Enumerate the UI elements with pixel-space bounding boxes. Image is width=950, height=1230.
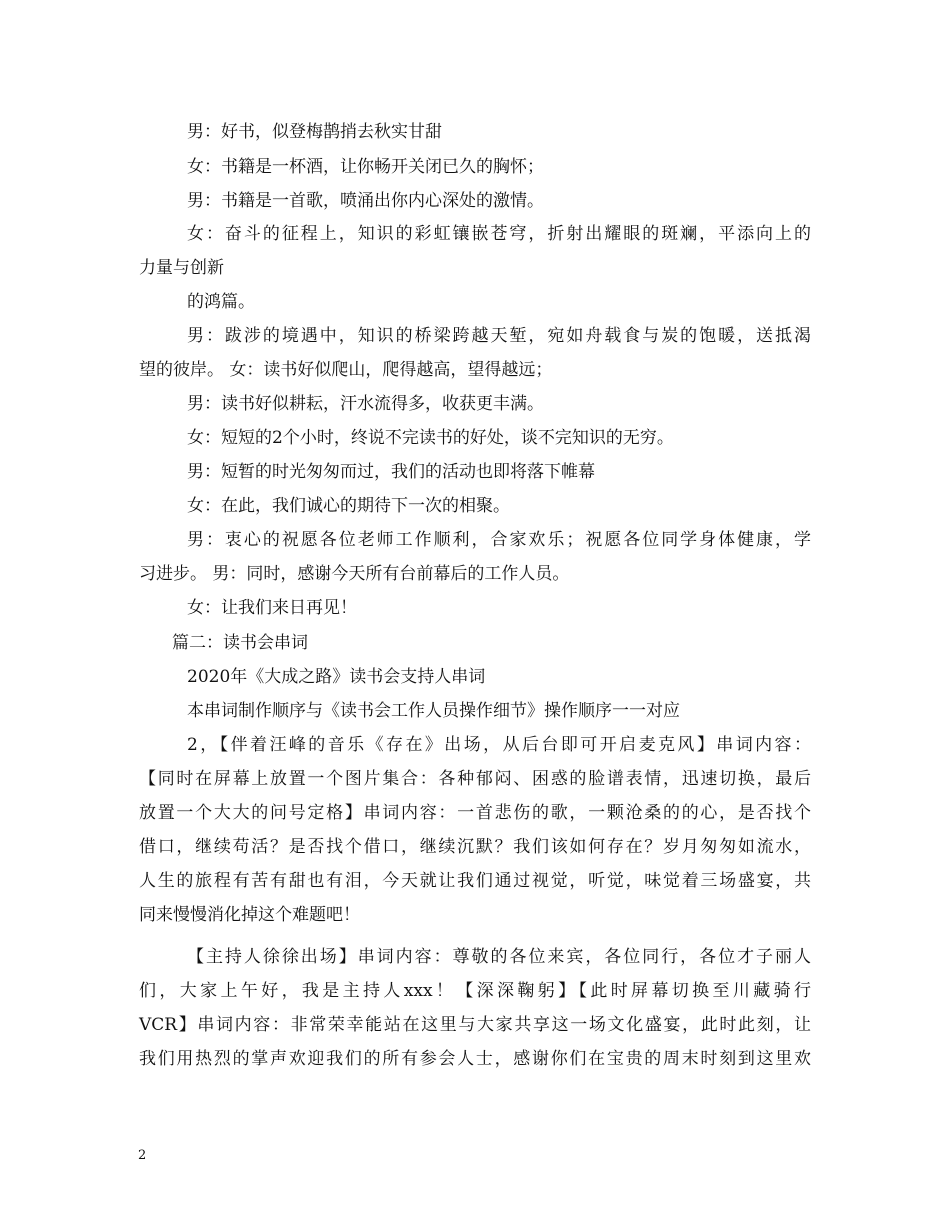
text-line: 的鸿篇。 bbox=[187, 292, 255, 312]
text-line: VCR】串词内容：非常荣幸能站在这里与大家共享这一场文化盛宴，此时此刻，让 bbox=[139, 1015, 811, 1035]
section-heading: 篇二：读书会串词 bbox=[172, 633, 308, 653]
text-line: 男：衷心的祝愿各位老师工作顺利，合家欢乐；祝愿各位同学身体健康，学 bbox=[187, 530, 811, 550]
text-line: 借口，继续苟活？是否找个借口，继续沉默？我们该如何存在？岁月匆匆如流水， bbox=[139, 837, 811, 857]
text-line: 2020年《大成之路》读书会支持人串词 bbox=[187, 667, 486, 687]
text-line: 2，【伴着汪峰的音乐《存在》出场，从后台即可开启麦克风】串词内容： bbox=[187, 735, 811, 755]
page-number: 2 bbox=[138, 1148, 147, 1163]
text-line: 男：短暂的时光匆匆而过，我们的活动也即将落下帷幕 bbox=[187, 462, 595, 482]
text-line: 女：奋斗的征程上，知识的彩虹镶嵌苍穹，折射出耀眼的斑斓，平添向上的 bbox=[187, 224, 811, 244]
text-line: 【主持人徐徐出场】串词内容：尊敬的各位来宾，各位同行，各位才子丽人 bbox=[187, 947, 811, 967]
text-line: 男：读书好似耕耘，汗水流得多，收获更丰满。 bbox=[187, 394, 544, 414]
text-line: 们，大家上午好，我是主持人xxx！【深深鞠躬】【此时屏幕切换至川藏骑行 bbox=[139, 981, 811, 1001]
text-line: 我们用热烈的掌声欢迎我们的所有参会人士，感谢你们在宝贵的周末时刻到这里欢 bbox=[139, 1049, 811, 1069]
text-line: 放置一个大大的问号定格】串词内容：一首悲伤的歌，一颗沧桑的的心，是否找个 bbox=[139, 803, 811, 823]
text-line: 女：短短的2个小时，终说不完读书的好处，谈不完知识的无穷。 bbox=[187, 428, 674, 448]
text-line: 男：书籍是一首歌，喷涌出你内心深处的激情。 bbox=[187, 191, 544, 211]
text-line: 人生的旅程有苦有甜也有泪，今天就让我们通过视觉，听觉，味觉着三场盛宴，共 bbox=[139, 871, 811, 891]
text-line: 男：好书，似登梅鹊捎去秋实甘甜 bbox=[187, 122, 442, 142]
text-line: 同来慢慢消化掉这个难题吧！ bbox=[139, 905, 360, 925]
text-line: 望的彼岸。 女：读书好似爬山，爬得越高，望得越远； bbox=[139, 360, 553, 380]
text-line: 力量与创新 bbox=[139, 258, 224, 278]
text-line: 女：在此，我们诚心的期待下一次的相聚。 bbox=[187, 496, 510, 516]
text-line: 女：让我们来日再见！ bbox=[187, 598, 357, 618]
text-line: 女：书籍是一杯酒，让你畅开关闭已久的胸怀； bbox=[187, 157, 544, 177]
text-line: 【同时在屏幕上放置一个图片集合：各种郁闷、困惑的脸谱表情，迅速切换，最后 bbox=[139, 769, 811, 789]
text-line: 习进步。 男：同时，感谢今天所有台前幕后的工作人员。 bbox=[139, 564, 570, 584]
text-line: 男：跋涉的境遇中，知识的桥梁跨越天堑，宛如舟载食与炭的饱暖，送抵渴 bbox=[187, 326, 811, 346]
text-line: 本串词制作顺序与《读书会工作人员操作细节》操作顺序一一对应 bbox=[187, 701, 680, 721]
